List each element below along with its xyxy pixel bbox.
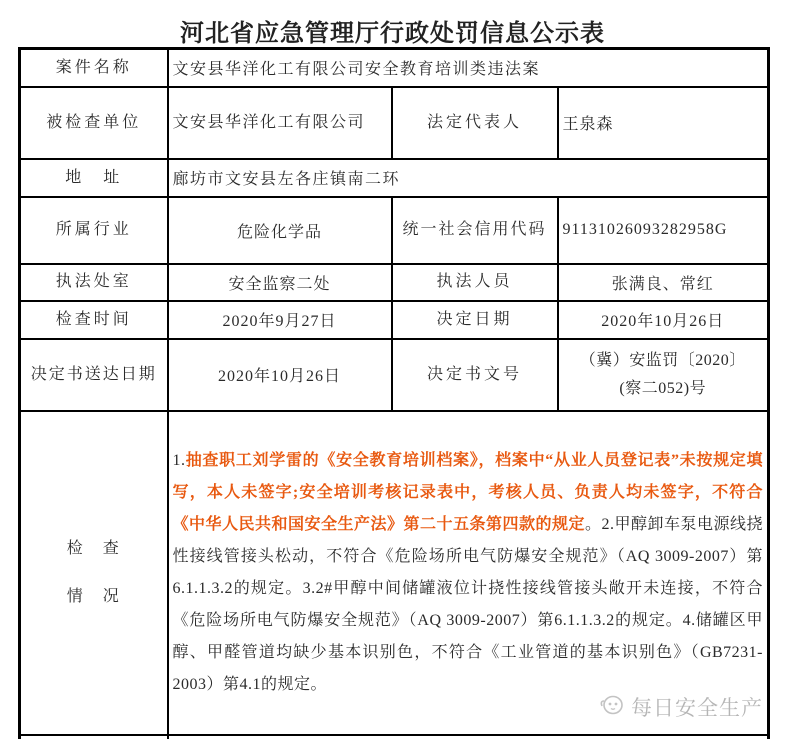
- enforcement-staff-label: 执法人员: [392, 264, 558, 301]
- row-inspection-time: [20, 301, 769, 339]
- watermark-text: 每日安全生产: [631, 697, 763, 720]
- inspection-text-segment: 1.: [172, 451, 186, 469]
- inspected-unit-label: 被检查单位: [20, 87, 168, 159]
- enforcement-staff-value: 张满良、常红: [558, 264, 769, 301]
- row-case-name: [20, 49, 769, 87]
- next-stub-label-cell: [20, 735, 168, 739]
- document-number-line2: (察二052)号: [619, 379, 707, 397]
- inspection-findings-label-line1: 检 查: [66, 539, 121, 557]
- address-value: 廊坊市文安县左各庄镇南二环: [168, 159, 769, 197]
- industry-value: 危险化学品: [168, 197, 392, 264]
- next-stub-value-cell: [168, 735, 769, 739]
- watermark: [599, 692, 763, 722]
- decision-date-label: 决定日期: [392, 301, 558, 339]
- page-title: 河北省应急管理厅行政处罚信息公示表: [180, 20, 605, 47]
- inspection-findings-label: [20, 411, 168, 735]
- legal-representative-value: 王泉森: [558, 87, 769, 159]
- credit-code-value: 91131026093282958G: [558, 197, 769, 264]
- inspection-findings-label-line2: 情 况: [66, 587, 121, 605]
- decision-date-value: 2020年10月26日: [558, 301, 769, 339]
- inspection-time-value: 2020年9月27日: [168, 301, 392, 339]
- penalty-table: [18, 47, 770, 739]
- delivery-date-label: 决定书送达日期: [20, 339, 168, 411]
- case-name-value: 文安县华洋化工有限公司安全教育培训类违法案: [168, 49, 769, 87]
- row-delivery-date: [20, 339, 769, 411]
- row-inspected-unit: [20, 87, 769, 159]
- legal-representative-label: 法定代表人: [392, 87, 558, 159]
- row-enforcement-office: [20, 264, 769, 301]
- inspected-unit-value: 文安县华洋化工有限公司: [168, 87, 392, 159]
- industry-label: 所属行业: [20, 197, 168, 264]
- row-address: [20, 159, 769, 197]
- document-number-value: [558, 339, 769, 411]
- inspection-time-label: 检查时间: [20, 301, 168, 339]
- wechat-mascot-icon: [599, 692, 626, 722]
- inspection-text: [168, 411, 769, 735]
- credit-code-label: 统一社会信用代码: [392, 197, 558, 264]
- delivery-date-value: 2020年10月26日: [168, 339, 392, 411]
- row-next-stub: [20, 735, 769, 739]
- enforcement-office-label: 执法处室: [20, 264, 168, 301]
- inspection-text-segment: 。2.甲醇卸车泵电源线挠性接线管接头松动，不符合《危险场所电气防爆安全规范》（AQ 3009-2007）第6.1.1.3.2的规定。3.2#甲醇中间储罐液位计挠性接线管接头敞开未连接，不符合《危险场所电气防爆安全规范》（AQ 3009-2007）第6.1.1.3.2的规定。4.储罐区甲醇、甲醛管道均缺少基本识别色，不符合《工业管道的基本识别色》（GB7231-2003）第4.1的规定。: [172, 515, 764, 693]
- document-number-label: 决定书文号: [392, 339, 558, 411]
- document-number-line1: （冀）安监罚〔2020〕: [579, 351, 746, 369]
- row-industry: [20, 197, 769, 264]
- row-inspection-findings: [20, 411, 769, 735]
- case-name-label: 案件名称: [20, 49, 168, 87]
- enforcement-office-value: 安全监察二处: [168, 264, 392, 301]
- inspection-text-segment: 抽查职工刘学雷的《安全教育培训档案》，档案中“从业人员登记表”未按规定填写，本人未签字;安全培训考核记录表中，考核人员、负责人均未签字，不符合《中华人民共和国安全生产法》第二十五条第四款的规定: [172, 451, 764, 533]
- address-label: 地 址: [20, 159, 168, 197]
